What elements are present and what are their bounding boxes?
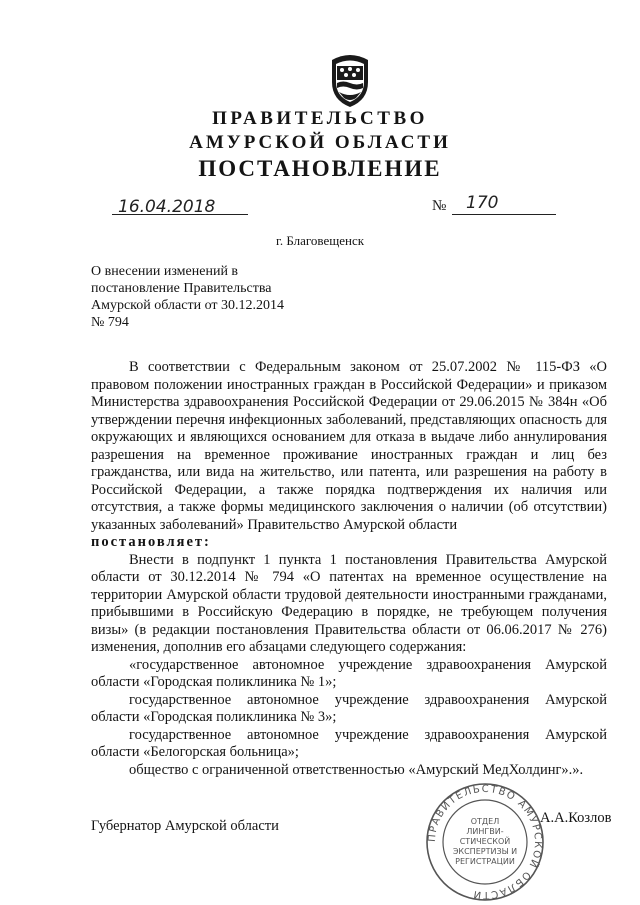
amendment-item-3: государственное автономное учреждение здравоохранения Амурской области «Белогорская больница»; <box>91 726 607 760</box>
signatory-name: А.А.Козлов <box>540 810 612 826</box>
resolves-heading: постановляет: <box>91 534 211 550</box>
stamp-line: РЕГИСТРАЦИИ <box>455 857 515 866</box>
signatory-position: Губернатор Амурской области <box>91 818 279 834</box>
coat-of-arms-emblem <box>328 52 372 108</box>
amendment-item-4: общество с ограниченной ответственностью «Амурский МедХолдинг».». <box>129 761 584 778</box>
document-body <box>91 359 607 779</box>
number-sign: № <box>432 198 447 214</box>
date-underline <box>112 214 248 215</box>
preamble-paragraph: В соответствии с Федеральным законом от 25.07.2002 № 115-ФЗ «О правовом положении иностранных граждан в Российской Федерации» и приказом Министерства здравоохранения Российской Федерации от 29.06.2015 № 384н «Об утверждении перечня инфекционных заболеваний, представляющих опасность для окружающих и являющихся основанием для отказа в выдаче либо аннулирования разрешения на временное проживание иностранных граждан и лиц без гражданства, или вида на жительство, или патента, или разрешения на работу в Российской Федерации, а также порядка подтверждения их наличия или отсутствия, а также формы медицинского заключения о наличии (об отсутствии) указанных заболеваний» Правительство Амурской области <box>91 359 607 533</box>
stamp-line: ОТДЕЛ <box>470 817 500 826</box>
document-type-title: ПОСТАНОВЛЕНИЕ <box>198 156 442 181</box>
city: г. Благовещенск <box>275 233 365 248</box>
stamp-ring-text: ПРАВИТЕЛЬСТВО АМУРСКОЙ ОБЛАСТИ <box>426 783 544 901</box>
amendment-item-1: «государственное автономное учреждение здравоохранения Амурской области «Городская поликлиника № 1»; <box>91 656 607 690</box>
stamp-line: ЭКСПЕРТИЗЫ И <box>452 847 518 856</box>
operative-paragraph: Внести в подпункт 1 пункта 1 постановления Правительства Амурской области от 30.12.2014 № 794 «О патентах на временное осуществление на территории Амурской области трудовой деятельности иностранными гражданами, прибывшими в Российскую Федерацию в порядке, не требующем получения визы» (в редакции постановления Правительства области от 06.06.2017 № 276) изменения, дополнив его абзацами следующего содержания: <box>91 551 607 655</box>
number-underline <box>452 214 556 215</box>
document-number: 170 <box>466 193 499 213</box>
stamp-line: ЛИНГВИ- <box>466 827 504 836</box>
header-government: ПРАВИТЕЛЬСТВО <box>212 108 428 129</box>
document-subject: О внесении изменений в постановление Правительства Амурской области от 30.12.2014 № 794 <box>91 264 284 330</box>
amendment-item-2: государственное автономное учреждение здравоохранения Амурской области «Городская поликлиника № 3»; <box>91 691 607 725</box>
header-region: АМУРСКОЙ ОБЛАСТИ <box>189 132 451 153</box>
document-date: 16.04.2018 <box>118 197 216 217</box>
registration-stamp <box>422 782 548 902</box>
stamp-line: СТИЧЕСКОЙ <box>459 837 511 846</box>
